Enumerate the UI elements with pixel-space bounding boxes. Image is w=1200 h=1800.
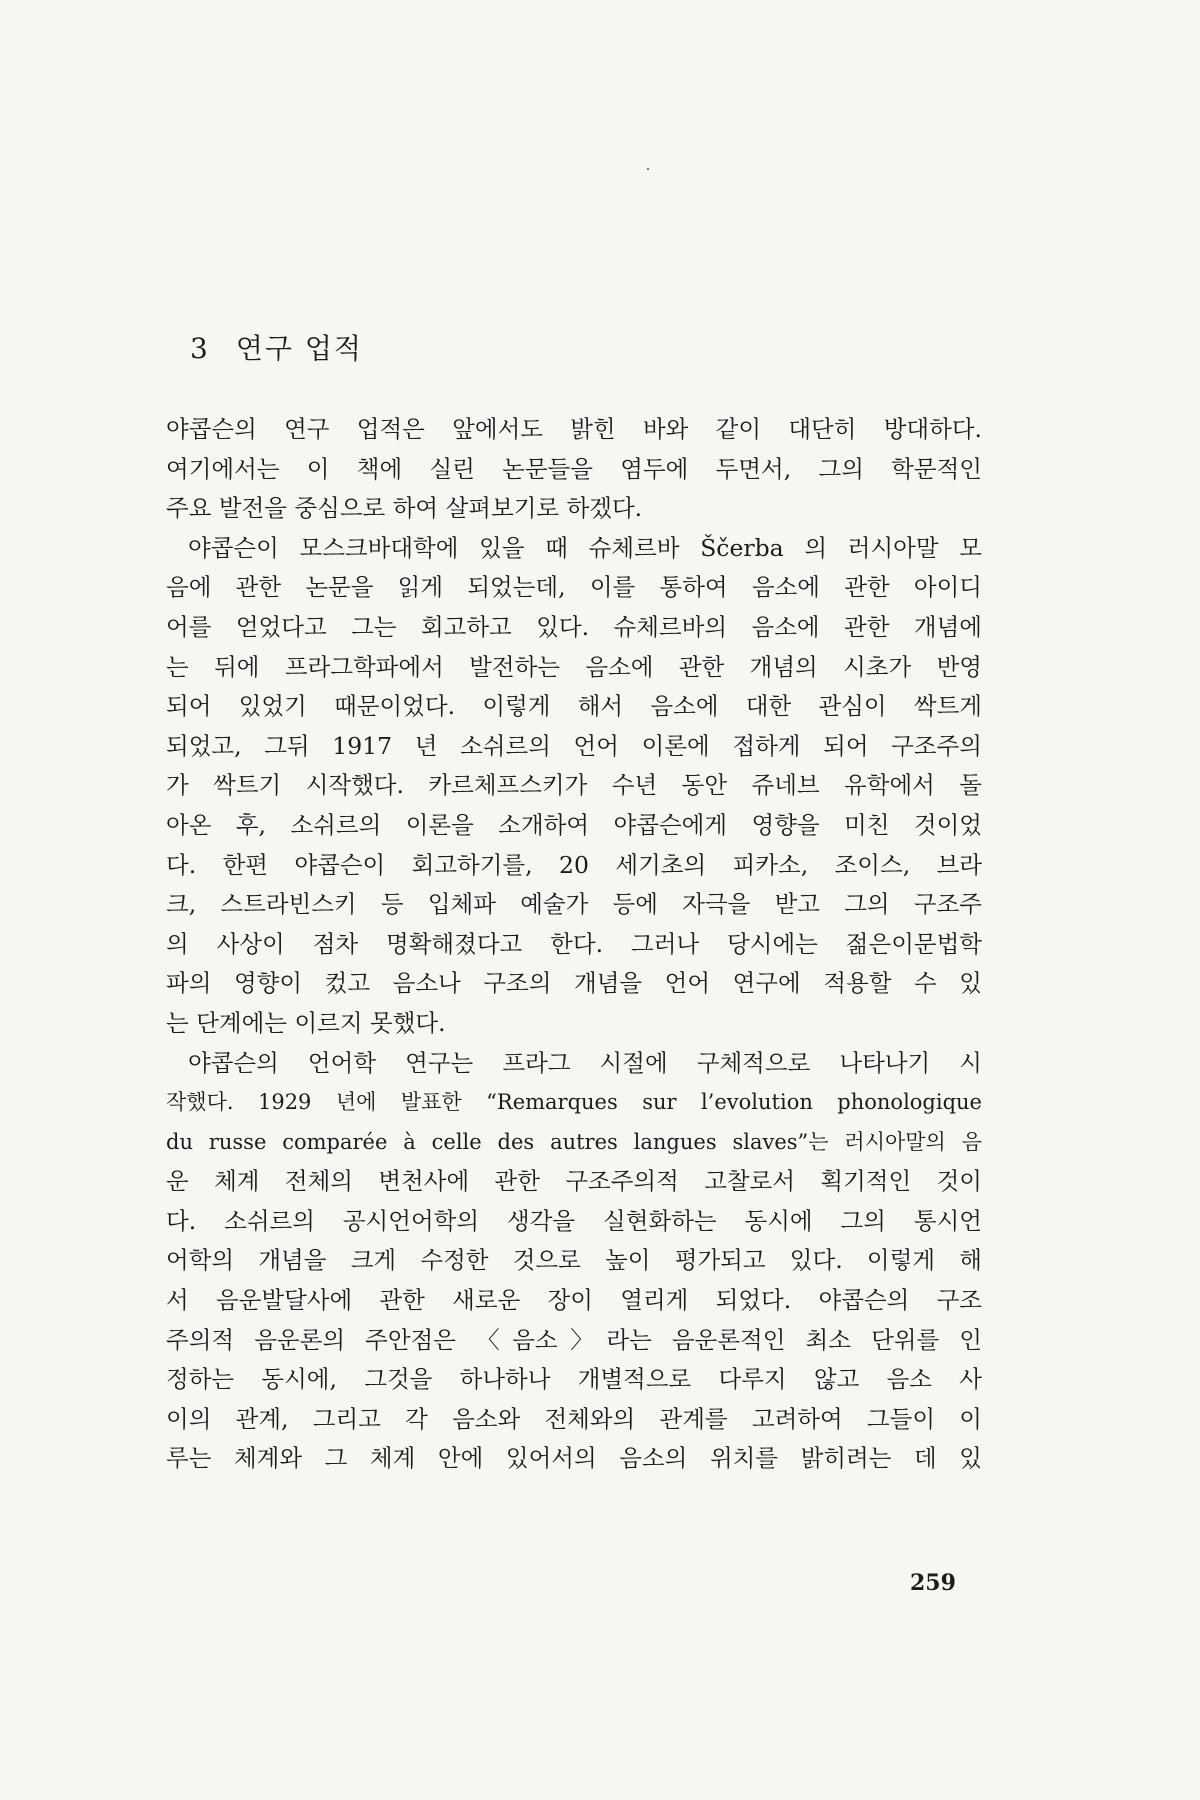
page-number: 259 bbox=[910, 1570, 956, 1596]
text-line: 야콥슨의 연구 업적은 앞에서도 밝힌 바와 같이 대단히 방대하다. bbox=[166, 415, 982, 443]
text-line: 이의 관계, 그리고 각 음소와 전체와의 관계를 고려하여 그들이 이 bbox=[166, 1404, 982, 1433]
text-line: 는 단계에는 이르지 못했다. bbox=[166, 1008, 446, 1037]
body-text bbox=[166, 410, 982, 1479]
text-line: 어를 얻었다고 그는 회고하고 있다. 슈체르바의 음소에 관한 개념에 bbox=[166, 612, 982, 641]
text-line: du russe comparée à celle des autres langues slaves”는 러시아말의 음 bbox=[166, 1129, 982, 1154]
text-line: 의 사상이 점차 명확해졌다고 한다. 그러나 당시에는 젊은이문법학 bbox=[166, 929, 982, 958]
text-line: 주의적 음운론의 주안점은 〈음소〉라는 음운론적인 최소 단위를 인 bbox=[166, 1325, 982, 1354]
text-line: 작했다. 1929 년에 발표한 “Remarques sur l’evolution phonologique bbox=[166, 1090, 982, 1115]
text-line: 야콥슨의 언어학 연구는 프라그 시절에 구체적으로 나타나기 시 bbox=[188, 1048, 982, 1077]
text-line: 루는 체계와 그 체계 안에 있어서의 음소의 위치를 밝히려는 데 있 bbox=[166, 1444, 982, 1473]
text-line: 크, 스트라빈스키 등 입체파 예술가 등에 자극을 받고 그의 구조주 bbox=[166, 890, 982, 919]
text-line: 되어 있었기 때문이었다. 이렇게 해서 음소에 대한 관심이 싹트게 bbox=[166, 692, 982, 721]
section-title: 연구 업적 bbox=[235, 332, 363, 365]
text-line: 가 싹트기 시작했다. 카르체프스키가 수년 동안 쥬네브 유학에서 돌 bbox=[166, 771, 982, 800]
text-line: 어학의 개념을 크게 수정한 것으로 높이 평가되고 있다. 이렇게 해 bbox=[166, 1246, 982, 1275]
text-line: 야콥슨이 모스크바대학에 있을 때 슈체르바 Ščerba 의 러시아말 모 bbox=[188, 533, 982, 562]
text-line: 주요 발전을 중심으로 하여 살펴보기로 하겠다. bbox=[166, 494, 643, 523]
text-line: 서 음운발달사에 관한 새로운 장이 열리게 되었다. 야콥슨의 구조 bbox=[166, 1286, 982, 1315]
text-line: 는 뒤에 프라그학파에서 발전하는 음소에 관한 개념의 시초가 반영 bbox=[166, 652, 982, 681]
text-line: 다. 한편 야콥슨이 회고하기를, 20 세기초의 피카소, 조이스, 브라 bbox=[166, 850, 982, 879]
text-line: 정하는 동시에, 그것을 하나하나 개별적으로 다루지 않고 음소 사 bbox=[166, 1365, 982, 1394]
section-heading bbox=[190, 327, 363, 367]
section-number: 3 bbox=[190, 332, 210, 365]
text-line: 운 체계 전체의 변천사에 관한 구조주의적 고찰로서 획기적인 것이 bbox=[166, 1167, 982, 1196]
scan-speck bbox=[647, 168, 649, 170]
text-line: 음에 관한 논문을 읽게 되었는데, 이를 통하여 음소에 관한 아이디 bbox=[166, 573, 982, 602]
text-line: 다. 소쉬르의 공시언어학의 생각을 실현화하는 동시에 그의 통시언 bbox=[166, 1206, 982, 1235]
text-line: 되었고, 그뒤 1917 년 소쉬르의 언어 이론에 접하게 되어 구조주의 bbox=[166, 731, 982, 760]
text-line: 아온 후, 소쉬르의 이론을 소개하여 야콥슨에게 영향을 미친 것이었 bbox=[166, 810, 982, 839]
text-line: 여기에서는 이 책에 실린 논문들을 염두에 두면서, 그의 학문적인 bbox=[166, 454, 982, 483]
text-line: 파의 영향이 컸고 음소나 구조의 개념을 언어 연구에 적용할 수 있 bbox=[166, 969, 982, 998]
